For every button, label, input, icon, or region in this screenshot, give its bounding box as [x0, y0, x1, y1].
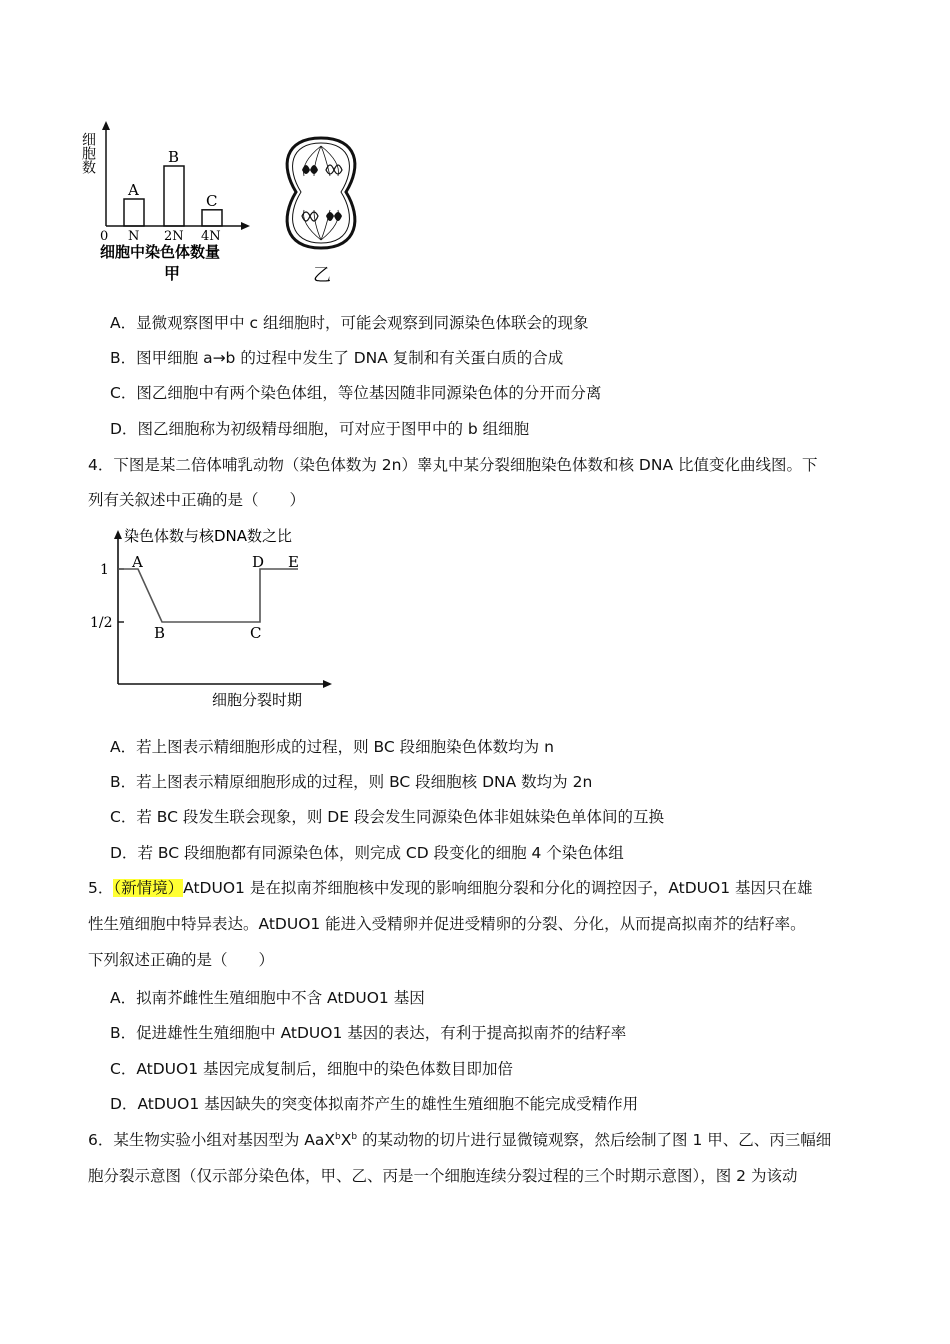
dividing-cell-diagram — [287, 138, 355, 286]
y-tick-half: 1/2 — [90, 615, 113, 631]
q4-option-c: C．若 BC 段发生联会现象，则 DE 段会发生同源染色体非姐妹染色单体间的互换 — [110, 808, 664, 826]
bar-b — [164, 166, 184, 226]
q6-stem-line1: 6．某生物实验小组对基因型为 $AaX^bX^b$ 的某动物的切片进行显微镜观察，然后绘制了图 1 甲、乙、丙三幅细 — [88, 1131, 832, 1149]
cell-membrane — [287, 138, 355, 248]
bar-label-b: B — [168, 148, 180, 166]
cell-count-bar-chart — [80, 121, 250, 283]
q5-stem-line3: 下列叙述正确的是（ ） — [88, 951, 275, 969]
bar-a — [124, 199, 144, 226]
cell-caption-yi: 乙 — [313, 265, 331, 286]
x-tick-4n: 4N — [201, 229, 221, 244]
x-tick-n: N — [128, 229, 140, 244]
q4-option-b: B．若上图表示精原细胞形成的过程，则 BC 段细胞核 DNA 数均为 2n — [110, 773, 593, 791]
cell-membrane-inner — [293, 143, 350, 243]
chart-caption-jia: 甲 — [164, 264, 181, 283]
new-context-tag: （新情境） — [113, 879, 184, 897]
q6-stem-line2: 胞分裂示意图（仅示部分染色体，甲、乙、丙是一个细胞连续分裂过程的三个时期示意图），图 2 为该动 — [88, 1167, 798, 1185]
x-tick-2n: 2N — [164, 229, 184, 244]
point-label-b: B — [154, 624, 166, 642]
q5-stem-line1: 5．（新情境）AtDUO1 是在拟南芥细胞核中发现的影响细胞分裂和分化的调控因子，AtDUO1 基因只在雄 — [88, 879, 813, 897]
y-tick-1: 1 — [100, 562, 109, 578]
q4-option-d: D．若 BC 段细胞都有同源染色体，则完成 CD 段变化的细胞 4 个染色体组 — [110, 844, 624, 862]
chromosomes-bottom — [302, 212, 342, 221]
y-axis-label: 细胞数 — [80, 132, 96, 174]
q3-option-a: A．显微观察图甲中 c 组细胞时，可能会观察到同源染色体联会的现象 — [110, 314, 589, 332]
bar-label-c: C — [206, 191, 218, 210]
x-axis-label: 细胞分裂时期 — [212, 691, 303, 709]
point-label-d: D — [252, 553, 265, 571]
bar-c — [202, 210, 222, 226]
q5-option-d: D．AtDUO1 基因缺失的突变体拟南芥产生的雄性生殖细胞不能完成受精作用 — [110, 1095, 639, 1113]
q3-figure — [80, 118, 386, 288]
q4-option-a: A．若上图表示精细胞形成的过程，则 BC 段细胞染色体数均为 n — [110, 738, 554, 756]
q3-option-b: B．图甲细胞 a→b 的过程中发生了 DNA 复制和有关蛋白质的合成 — [110, 349, 564, 367]
ratio-curve — [118, 569, 298, 622]
q4-stem-line1: 4．下图是某二倍体哺乳动物（染色体数为 2n）睾丸中某分裂细胞染色体数和核 DNA 比值变化曲线图。下 — [88, 456, 818, 474]
q5-option-c: C．AtDUO1 基因完成复制后，细胞中的染色体数目即加倍 — [110, 1060, 514, 1078]
x-axis-label: 细胞中染色体数量 — [100, 243, 221, 261]
y-axis-label: 染色体数与核DNA数之比 — [124, 527, 293, 545]
chromosomes-top — [302, 165, 342, 174]
q3-option-c: C．图乙细胞中有两个染色体组，等位基因随非同源染色体的分开而分离 — [110, 384, 602, 402]
q4-ratio-line-chart — [88, 522, 348, 712]
point-label-c: C — [250, 624, 262, 642]
point-label-a: A — [132, 553, 143, 571]
q3-option-d: D．图乙细胞称为初级精母细胞，可对应于图甲中的 b 组细胞 — [110, 420, 530, 438]
x-axis-arrow — [323, 680, 332, 688]
spindle-fibers — [304, 146, 339, 240]
point-label-e: E — [288, 553, 299, 571]
bar-label-a: A — [128, 181, 139, 199]
q5-stem-line2: 性生殖细胞中特异表达。AtDUO1 能进入受精卵并促进受精卵的分裂、分化，从而提高拟南芥的结籽率。 — [88, 915, 806, 933]
q5-option-a: A．拟南芥雌性生殖细胞中不含 AtDUO1 基因 — [110, 989, 425, 1007]
y-axis-arrow — [102, 121, 110, 130]
q4-stem-line2: 列有关叙述中正确的是（ ） — [88, 491, 306, 509]
q5-option-b: B．促进雄性生殖细胞中 AtDUO1 基因的表达，有利于提高拟南芥的结籽率 — [110, 1024, 627, 1042]
origin-label: 0 — [100, 229, 109, 244]
x-axis-arrow — [241, 222, 250, 230]
y-axis-arrow — [114, 530, 122, 539]
